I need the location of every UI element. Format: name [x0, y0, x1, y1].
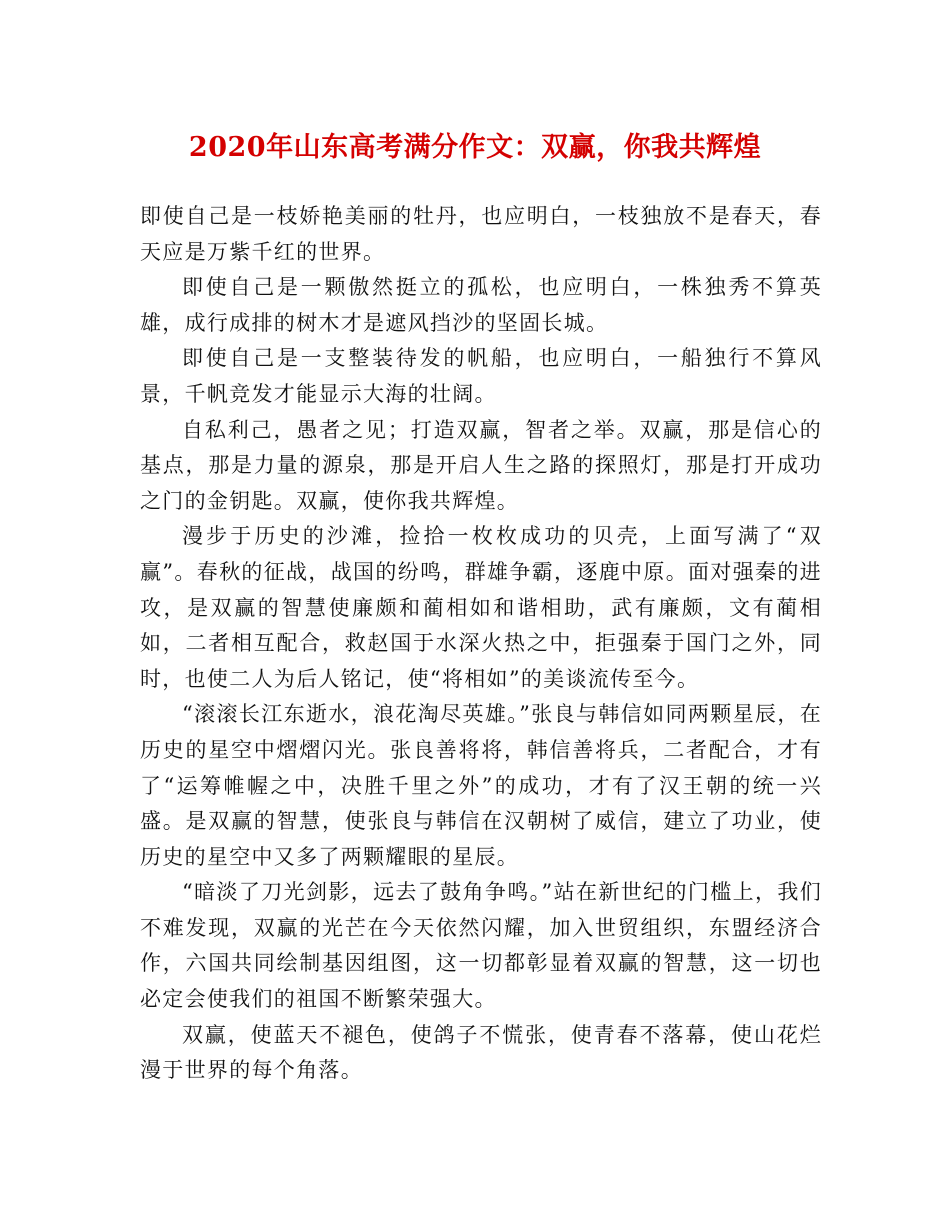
- paragraph-3: 即使自己是一支整装待发的帆船，也应明白，一船独行不算风景，千帆竞发才能显示大海的壮阔。: [140, 346, 822, 406]
- paragraph-2: 即使自己是一颗傲然挺立的孤松，也应明白，一株独秀不算英雄，成行成排的树木才是遮风挡沙的坚固长城。: [140, 275, 822, 335]
- document-body: [140, 199, 822, 1089]
- document-title: 2020年山东高考满分作文：双赢，你我共辉煌: [188, 132, 762, 163]
- paragraph-7: “暗淡了刀光剑影，远去了鼓角争鸣。”站在新世纪的门槛上，我们不难发现，双赢的光芒在今天依然闪耀，加入世贸组织，东盟经济合作，六国共同绘制基因组图，这一切都彰显着双赢的智慧，这一切也必定会使我们的祖国不断繁荣强大。: [140, 880, 822, 1012]
- paragraph-1: 即使自己是一枝娇艳美丽的牡丹，也应明白，一枝独放不是春天，春天应是万紫千红的世界。: [140, 204, 822, 264]
- paragraph-8: 双赢，使蓝天不褪色，使鸽子不慌张，使青春不落幕，使山花烂漫于世界的每个角落。: [140, 1022, 822, 1083]
- paragraph-6: “滚滚长江东逝水，浪花淘尽英雄。”张良与韩信如同两颗星辰，在历史的星空中熠熠闪光。张良善将将，韩信善将兵，二者配合，才有了“运筹帷幄之中，决胜千里之外”的成功，才有了汉王朝的统一兴盛。是双赢的智慧，使张良与韩信在汉朝树了威信，建立了功业，使历史的星空中又多了两颗耀眼的星辰。: [140, 702, 822, 869]
- paragraph-4: 自私利己，愚者之见；打造双赢，智者之举。双赢，那是信心的基点，那是力量的源泉，那是开启人生之路的探照灯，那是打开成功之门的金钥匙。双赢，使你我共辉煌。: [140, 417, 822, 513]
- paragraph-5: 漫步于历史的沙滩，捡拾一枚枚成功的贝壳，上面写满了“双赢”。春秋的征战，战国的纷鸣，群雄争霸，逐鹿中原。面对强秦的进攻，是双赢的智慧使廉颇和蔺相如和谐相助，武有廉颇，文有蔺相如，二者相互配合，救赵国于水深火热之中，拒强秦于国门之外，同时，也使二人为后人铭记，使“将相如”的美谈流传至今。: [140, 524, 822, 691]
